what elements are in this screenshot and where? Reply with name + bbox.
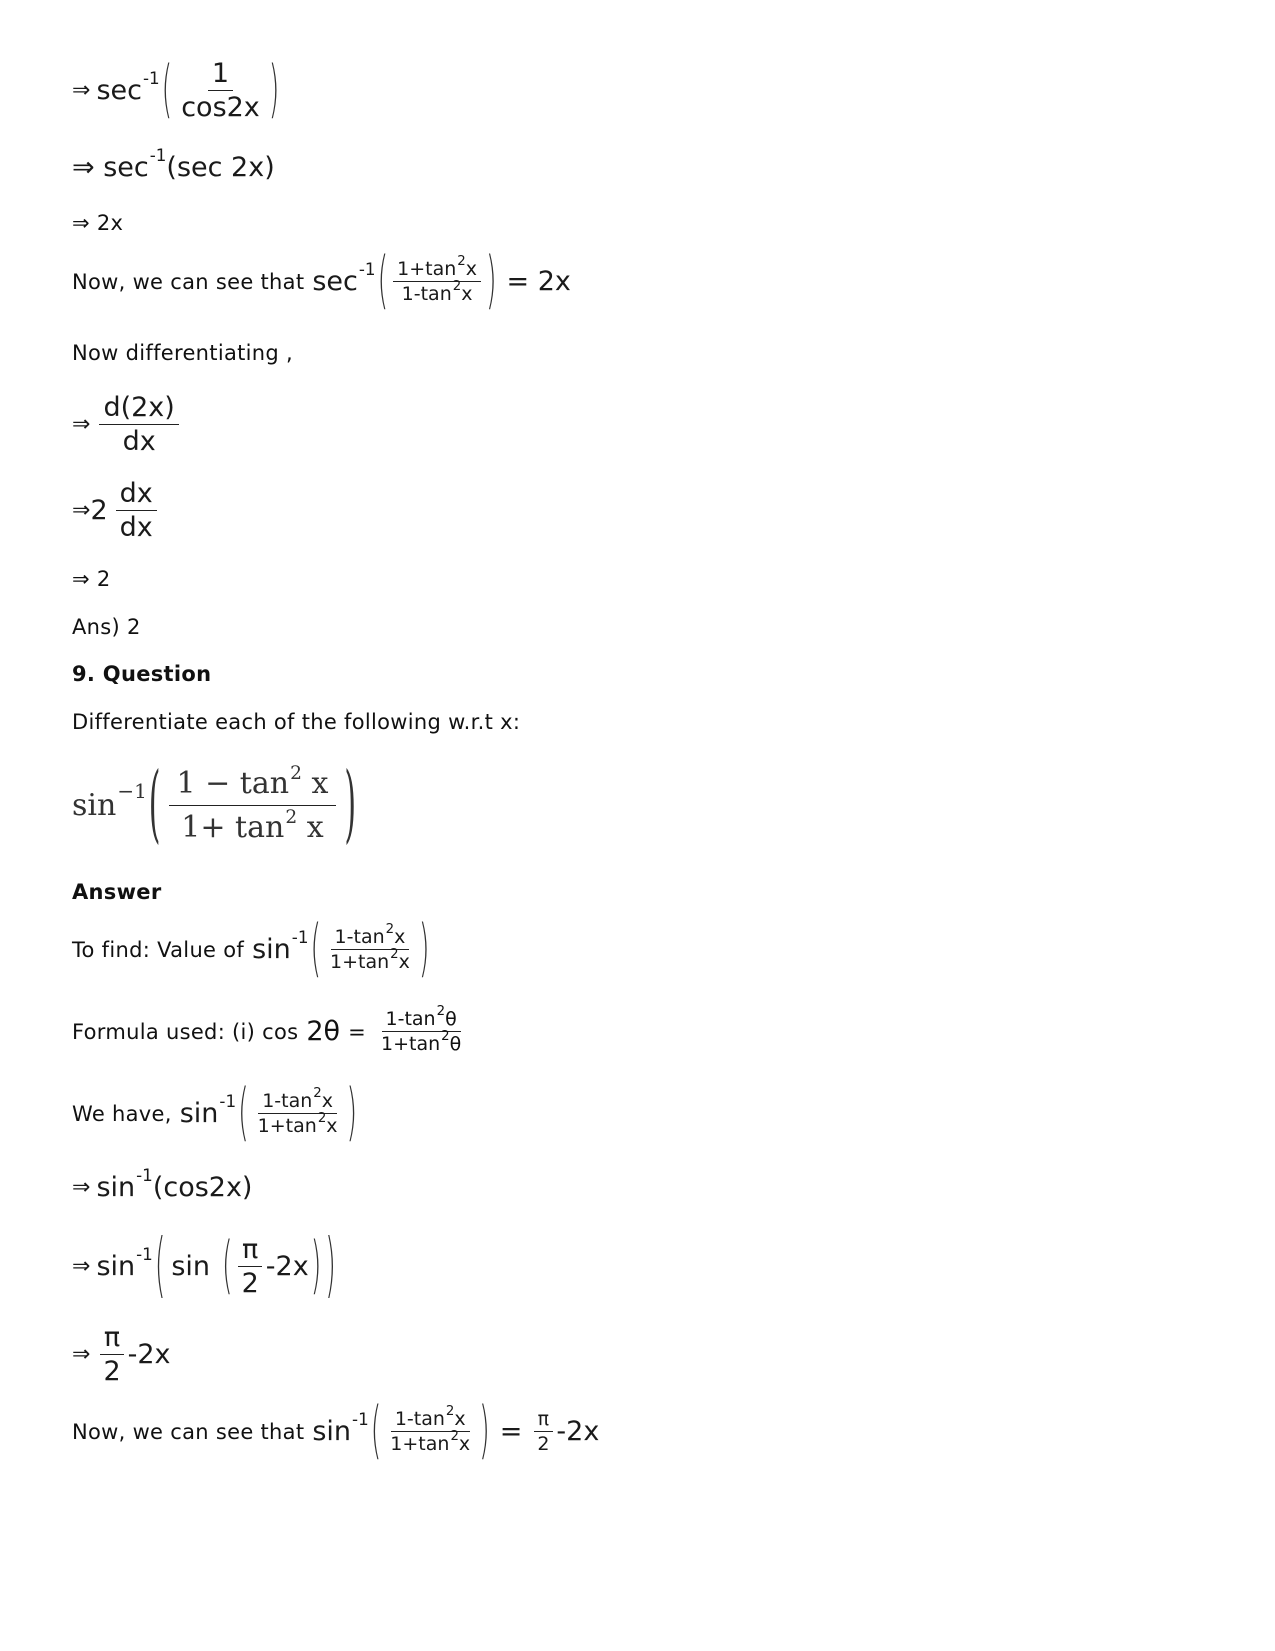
denominator-text: 1+tan — [390, 1433, 450, 1455]
statement-text: Now, we can see that — [72, 1419, 305, 1444]
final-expression — [312, 1395, 600, 1468]
pi-over-2 — [238, 1234, 263, 1299]
rhs: = 2x — [506, 266, 571, 297]
numerator-text: 1-tan — [394, 1408, 445, 1430]
fraction-denominator — [398, 279, 477, 305]
formula-2theta: 2θ — [306, 1016, 341, 1047]
func-sec: sec — [96, 75, 142, 106]
step-sin-sin — [72, 1226, 338, 1307]
step-2x: ⇒ 2x — [72, 211, 124, 235]
numerator-text: 1 − tan — [176, 766, 290, 801]
step-2-dxdx — [72, 478, 160, 543]
implies-arrow: ⇒ — [72, 1254, 91, 1279]
superscript: -1 — [136, 1243, 153, 1264]
numerator-var: x — [321, 1090, 333, 1112]
func-sin: sin — [96, 1251, 136, 1282]
func-sec: sec — [312, 266, 358, 297]
superscript: 2 — [390, 947, 399, 963]
fraction-denominator: dx — [119, 512, 153, 543]
left-paren: ( — [161, 54, 173, 127]
denominator-var: x — [297, 810, 324, 845]
left-paren: ( — [238, 1077, 249, 1150]
right-paren: ) — [479, 1395, 490, 1468]
fraction — [116, 478, 157, 543]
fraction — [393, 254, 481, 305]
fraction-numerator: π — [238, 1234, 262, 1267]
superscript: 2 — [317, 1111, 327, 1127]
numerator-var: x — [301, 766, 329, 801]
fraction-numerator: π — [534, 1408, 553, 1432]
step-derivative — [72, 392, 182, 457]
formula-line — [72, 1004, 468, 1055]
step-rest: (sec 2x) — [166, 152, 275, 183]
superscript: 2 — [450, 1429, 459, 1445]
we-have-text: We have, — [72, 1101, 172, 1126]
fraction-denominator: 2 — [241, 1268, 259, 1299]
fraction-denominator — [386, 1429, 474, 1455]
superscript: −1 — [117, 778, 147, 803]
func-sin: sin — [96, 1172, 136, 1203]
denominator-var: x — [458, 1433, 471, 1455]
equals: = — [499, 1416, 523, 1447]
numerator-text: 1+tan — [397, 258, 457, 280]
fraction — [254, 1086, 342, 1137]
denominator-var: x — [461, 283, 473, 305]
superscript: 2 — [445, 1404, 455, 1420]
right-paren: ) — [418, 913, 430, 986]
denominator-text: 1+tan — [380, 1033, 441, 1055]
numerator-var: x — [454, 1408, 466, 1430]
superscript: -1 — [219, 1090, 237, 1111]
result-statement — [72, 245, 571, 318]
superscript: 2 — [285, 807, 298, 829]
fraction-numerator — [169, 763, 337, 806]
right-paren-inner: ) — [310, 1230, 322, 1303]
superscript: 2 — [290, 763, 302, 785]
to-find-text: To find: Value of — [72, 937, 245, 962]
implies-arrow: ⇒ — [72, 1342, 91, 1367]
fraction — [386, 1404, 474, 1455]
formula-text: Formula used: (i) cos — [72, 1019, 299, 1044]
denominator-var: θ — [449, 1033, 462, 1055]
numerator-var: x — [465, 258, 477, 280]
right-paren: ) — [486, 245, 497, 318]
denominator-text: 1-tan — [401, 283, 452, 305]
step-sin-cos — [72, 1164, 253, 1203]
implies-arrow: ⇒ — [72, 412, 91, 437]
to-find-line — [72, 913, 431, 986]
result-expression — [312, 245, 571, 318]
left-paren: ( — [154, 1226, 166, 1307]
superscript: 2 — [436, 1004, 446, 1020]
func-sin: sin — [252, 934, 291, 965]
fraction-numerator: d(2x) — [99, 392, 178, 425]
left-paren-inner: ( — [222, 1230, 233, 1303]
implies-arrow: ⇒ — [72, 78, 91, 103]
left-paren: ( — [377, 245, 389, 318]
right-paren: ) — [325, 1226, 336, 1307]
superscript: 2 — [313, 1086, 322, 1102]
superscript: 2 — [457, 254, 466, 270]
inner-func-sin: sin — [171, 1251, 211, 1282]
implies-arrow: ⇒ — [72, 1175, 91, 1200]
question-title: 9. Question — [72, 662, 212, 686]
numerator-var: x — [394, 926, 406, 948]
fraction-numerator — [393, 254, 481, 282]
numerator-text: 1-tan — [262, 1090, 313, 1112]
we-have-expression — [179, 1077, 359, 1150]
denominator-text: 1+ tan — [181, 810, 285, 845]
left-paren: ( — [148, 756, 161, 855]
question-prompt: Differentiate each of the following w.r.t x: — [72, 710, 521, 734]
step-pi-minus-2x — [72, 1322, 171, 1387]
fraction — [177, 58, 264, 123]
pi-over-2 — [533, 1408, 553, 1455]
fraction-denominator: 2 — [537, 1433, 550, 1455]
answer-value: Ans) 2 — [72, 615, 141, 639]
superscript: 2 — [441, 1029, 450, 1045]
right-paren: ) — [268, 54, 280, 127]
coefficient: 2 — [90, 495, 108, 526]
denominator-var: x — [326, 1115, 338, 1137]
superscript: -1 — [149, 144, 167, 165]
fraction-denominator — [377, 1029, 465, 1055]
left-paren: ( — [370, 1395, 382, 1468]
to-find-expression — [252, 913, 431, 986]
fraction-denominator — [173, 806, 331, 845]
fraction-denominator — [254, 1111, 342, 1137]
numerator-text: 1-tan — [334, 926, 385, 948]
step-sec-sec — [72, 144, 275, 183]
differentiating-text: Now differentiating , — [72, 341, 293, 365]
question-expression — [72, 756, 358, 855]
func-sin: sin — [72, 788, 117, 823]
fraction-numerator: 1 — [208, 58, 233, 91]
func-sin: sin — [179, 1098, 219, 1129]
statement-text: Now, we can see that — [72, 269, 305, 294]
fraction-denominator — [326, 947, 414, 973]
rhs-rest: -2x — [556, 1416, 600, 1447]
fraction-denominator: dx — [122, 426, 156, 457]
right-paren: ) — [346, 1077, 358, 1150]
superscript: -1 — [352, 1408, 369, 1429]
denominator-var: x — [398, 951, 410, 973]
we-have-line — [72, 1077, 359, 1150]
fraction-numerator: π — [100, 1322, 124, 1355]
func-sin: sin — [312, 1416, 352, 1447]
denominator-text: 1+tan — [257, 1115, 317, 1137]
superscript: 2 — [385, 922, 395, 938]
step-rest: -2x — [265, 1251, 309, 1282]
numerator-var: θ — [445, 1008, 457, 1030]
fraction — [169, 763, 337, 845]
superscript: -1 — [136, 1164, 153, 1185]
left-paren: ( — [310, 913, 322, 986]
superscript: -1 — [358, 258, 376, 279]
implies-arrow: ⇒ — [72, 498, 91, 523]
fraction — [99, 392, 178, 457]
superscript: 2 — [452, 279, 462, 295]
step-text: ⇒ sec — [72, 152, 149, 183]
answer-title: Answer — [72, 880, 162, 904]
formula-equals: = — [348, 1019, 366, 1044]
fraction — [326, 922, 414, 973]
superscript: -1 — [142, 67, 160, 88]
step-2: ⇒ 2 — [72, 567, 111, 591]
fraction-denominator: cos2x — [181, 92, 260, 123]
denominator-text: 1+tan — [330, 951, 390, 973]
fraction-numerator: dx — [116, 478, 157, 511]
step-rest: (cos2x) — [152, 1172, 253, 1203]
numerator-text: 1-tan — [385, 1008, 436, 1030]
formula-fraction — [377, 1004, 465, 1055]
pi-over-2 — [99, 1322, 124, 1387]
step-rest: -2x — [127, 1339, 171, 1370]
step-sec-inverse-reciprocal — [72, 54, 281, 127]
superscript: -1 — [291, 926, 309, 947]
fraction-denominator: 2 — [103, 1356, 121, 1387]
right-paren: ) — [344, 756, 357, 855]
final-statement — [72, 1395, 600, 1468]
